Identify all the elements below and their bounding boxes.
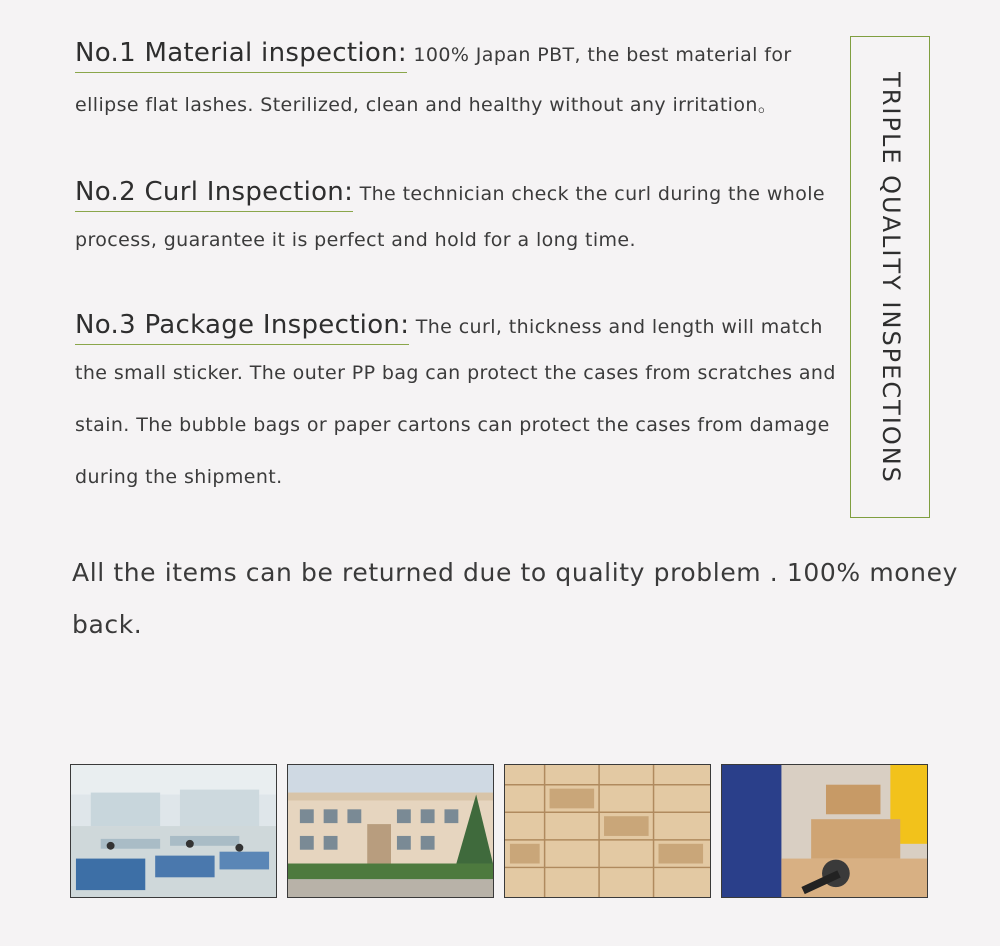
factory-building-photo <box>287 764 494 898</box>
section-text: The curl, thickness and length will match <box>415 316 823 338</box>
return-policy-line-2: back. <box>72 610 143 639</box>
section-text: The technician check the curl during the whole <box>359 183 826 205</box>
package-inspection-section <box>75 310 836 488</box>
section-heading: No.1 Material inspection: <box>75 38 407 73</box>
curl-inspection-section <box>75 177 826 251</box>
section-text: stain. The bubble bags or paper cartons can protect the cases from damage <box>75 414 830 436</box>
office-photo <box>70 764 277 898</box>
section-text: process, guarantee it is perfect and hold for a long time. <box>75 229 636 251</box>
side-title-box <box>850 36 930 518</box>
material-inspection-section <box>75 38 820 115</box>
carton-stack-photo <box>504 764 711 898</box>
side-title: TRIPLE QUALITY INSPECTIONS <box>877 72 905 484</box>
return-policy-line-1: All the items can be returned due to quality problem . 100% money <box>72 558 958 587</box>
section-heading: No.2 Curl Inspection: <box>75 177 353 212</box>
section-text: 100% Japan PBT, the best material for <box>413 44 792 66</box>
packing-photo <box>721 764 928 898</box>
section-text: during the shipment. <box>75 466 283 488</box>
section-text: the small sticker. The outer PP bag can protect the cases from scratches and <box>75 362 836 384</box>
section-heading: No.3 Package Inspection: <box>75 310 409 345</box>
section-text: ellipse flat lashes. Sterilized, clean and healthy without any irritation。 <box>75 94 778 116</box>
